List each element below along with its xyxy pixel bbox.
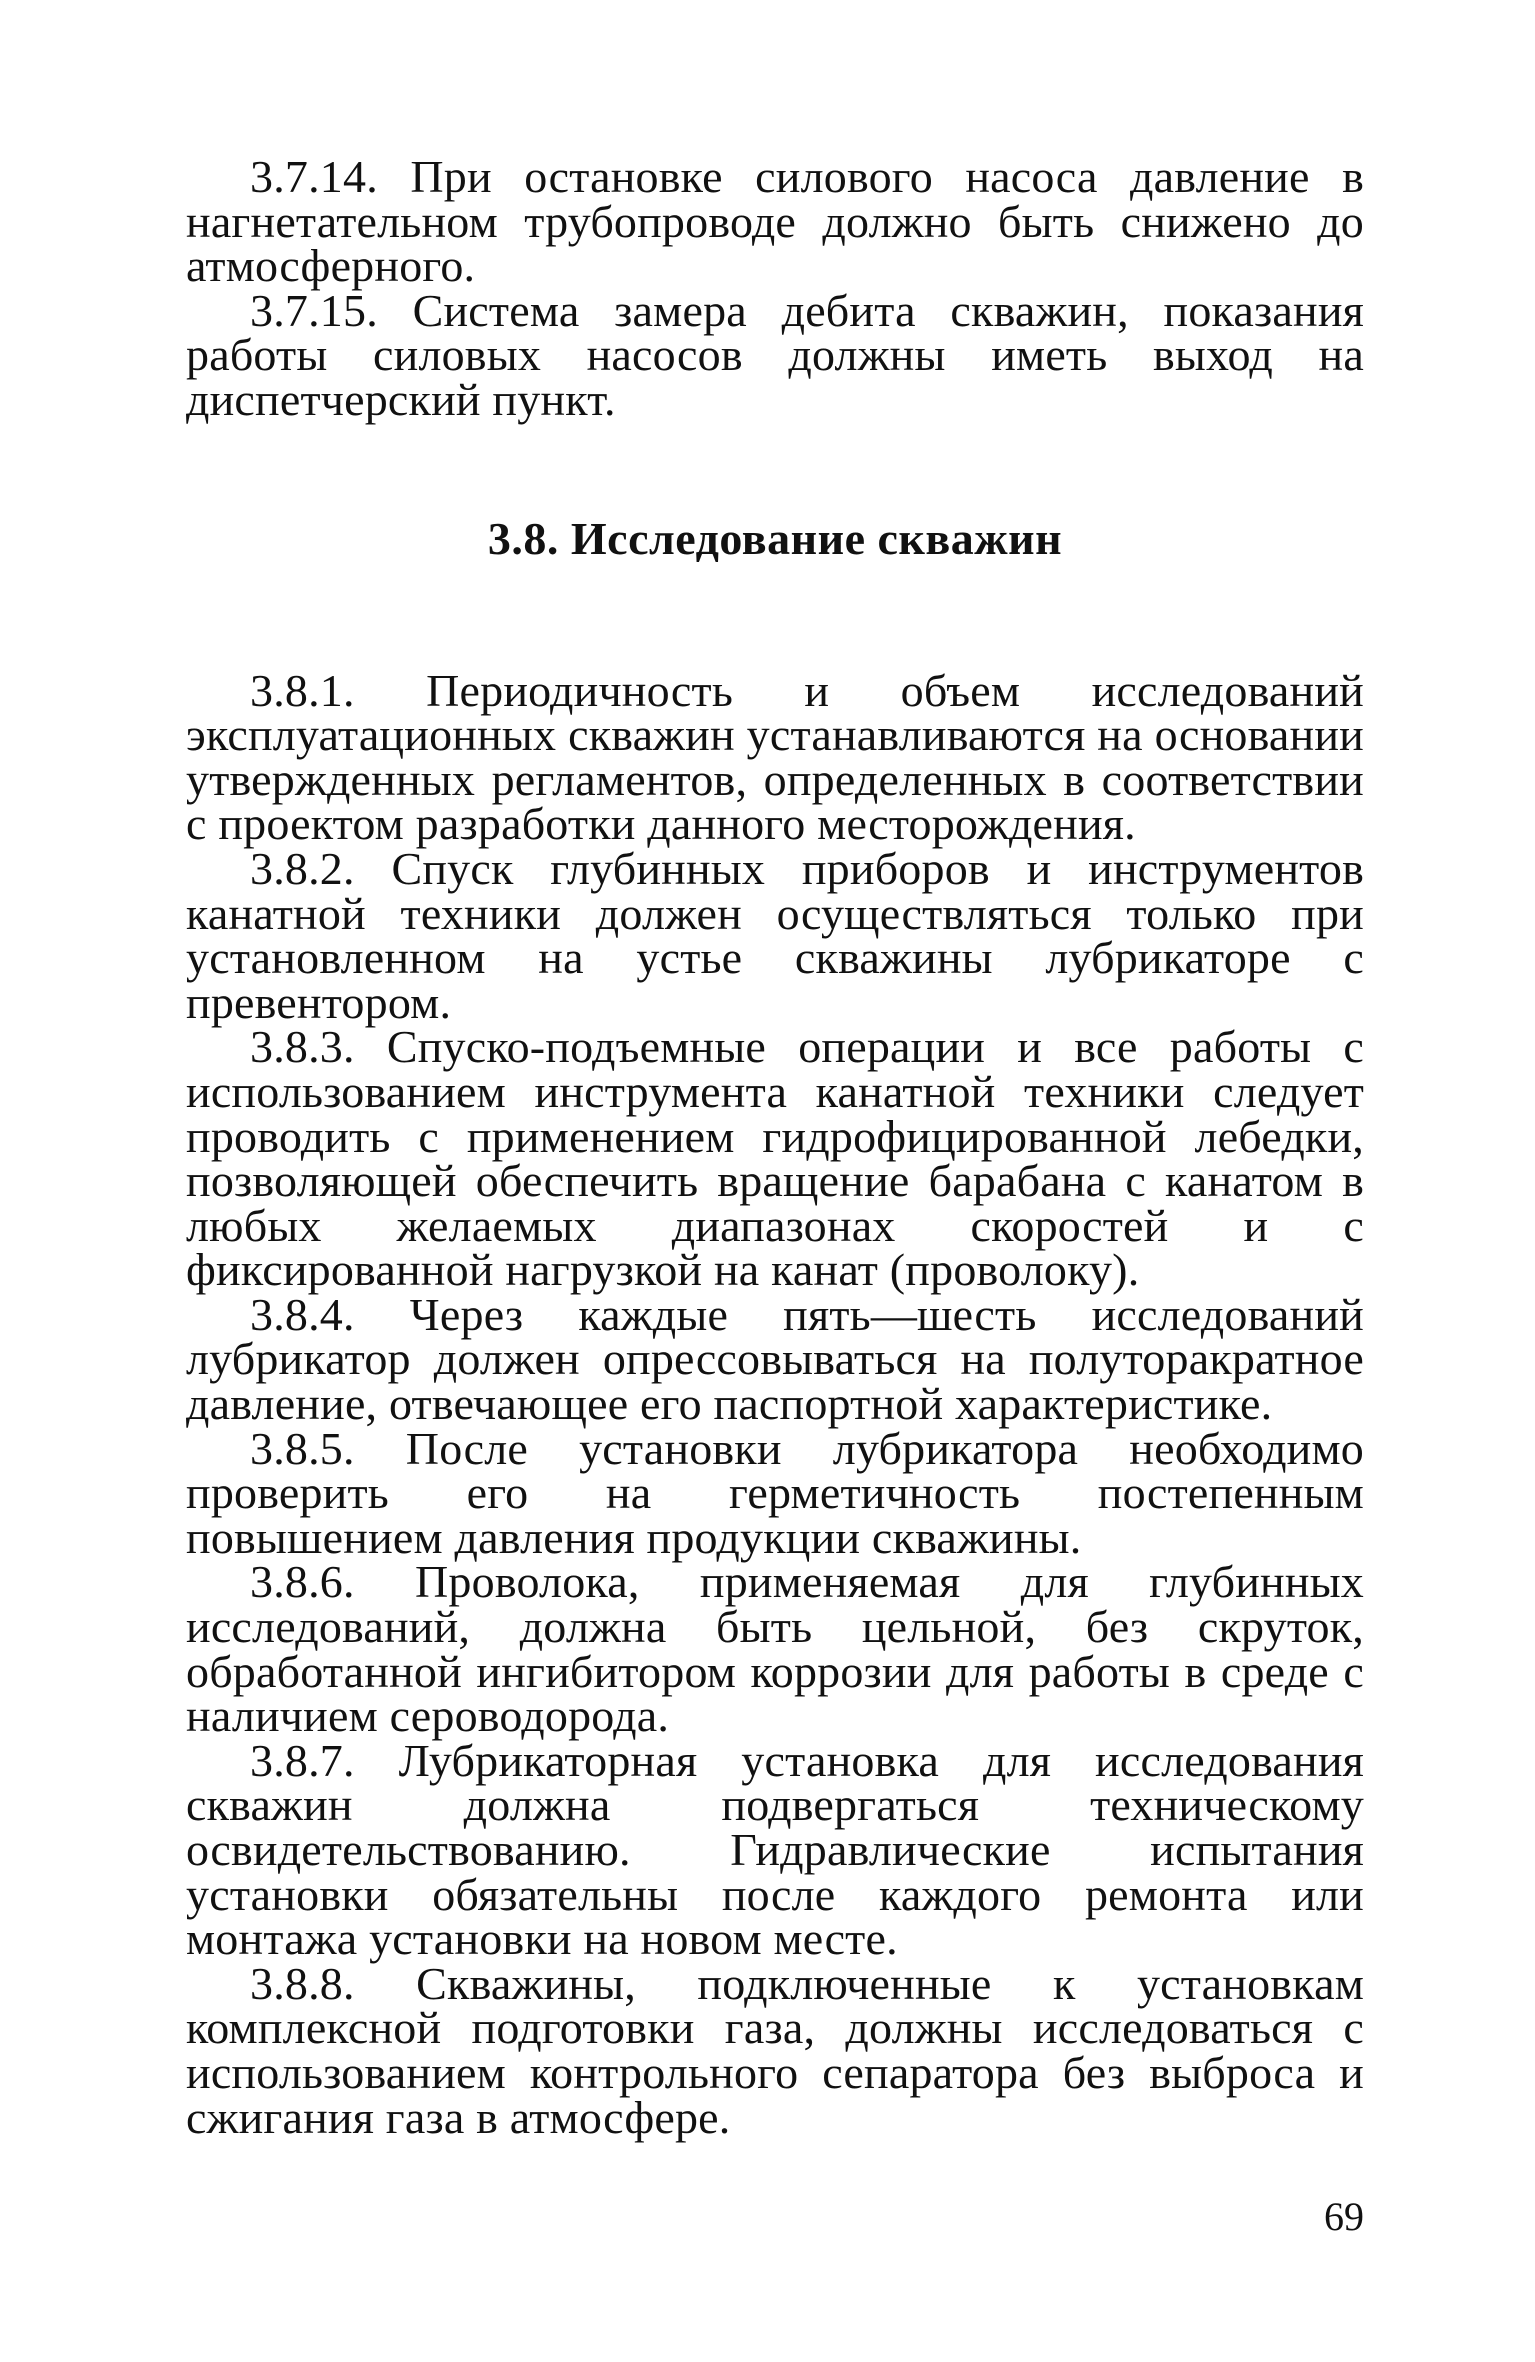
paragraph-3-8-8: 3.8.8. Скважины, подключенные к установкам комплексной подготовки газа, должны исследоваться с использованием контрольного сепаратора без выброса и сжигания газа в атмосфере. — [186, 1957, 1364, 2143]
section-heading: 3.8. Исследование скважин — [487, 512, 1063, 564]
spacer — [186, 567, 1364, 669]
page-number: 69 — [1324, 2194, 1364, 2239]
paragraph-3-8-4: 3.8.4. Через каждые пять—шесть исследований лубрикатор должен опрессовываться на полуторакратное давление, отвечающее его паспортной характеристике. — [186, 1288, 1364, 1430]
spacer — [186, 423, 1364, 511]
paragraph-3-8-2: 3.8.2. Спуск глубинных приборов и инструментов канатной техники должен осуществляться только при установленном на устье скважины лубрикаторе с превентором. — [186, 842, 1364, 1028]
text-column — [186, 151, 1364, 2143]
paragraph-3-7-15: 3.7.15. Система замера дебита скважин, показания работы силовых насосов должны иметь выход на диспетчерский пункт. — [186, 284, 1364, 425]
paragraph-3-8-6: 3.8.6. Проволока, применяемая для глубинных исследований, должна быть цельной, без скруток, обработанной ингибитором коррозии для работы в среде с наличием сероводорода. — [186, 1556, 1364, 1742]
paragraph-3-7-14: 3.7.14. При остановке силового насоса давление в нагнетательном трубопроводе должно быть снижено до атмосферного. — [186, 151, 1364, 292]
paragraph-3-8-7: 3.8.7. Лубрикаторная установка для исследования скважин должна подвергаться техническому освидетельствованию. Гидравлические испытания установки обязательны после каждого ремонта или монтажа установки на новом месте. — [186, 1734, 1364, 1965]
paragraph-3-8-5: 3.8.5. После установки лубрикатора необходимо проверить его на герметичность постепенным повышением давления продукции скважины. — [186, 1422, 1364, 1563]
paragraph-3-8-1: 3.8.1. Периодичность и объем исследований эксплуатационных скважин устанавливаются на основании утвержденных регламентов, определенных в соответствии с проектом разработки данного месторождения. — [186, 664, 1364, 850]
paragraph-3-8-3: 3.8.3. Спуско-подъемные операции и все работы с использованием инструмента канатной техники следует проводить с применением гидрофицированной лебедки, позволяющей обеспечить вращение барабана с канатом в любых желаемых диапазонах скоростей и с фиксированной нагрузкой на канат (проволоку). — [186, 1021, 1364, 1296]
